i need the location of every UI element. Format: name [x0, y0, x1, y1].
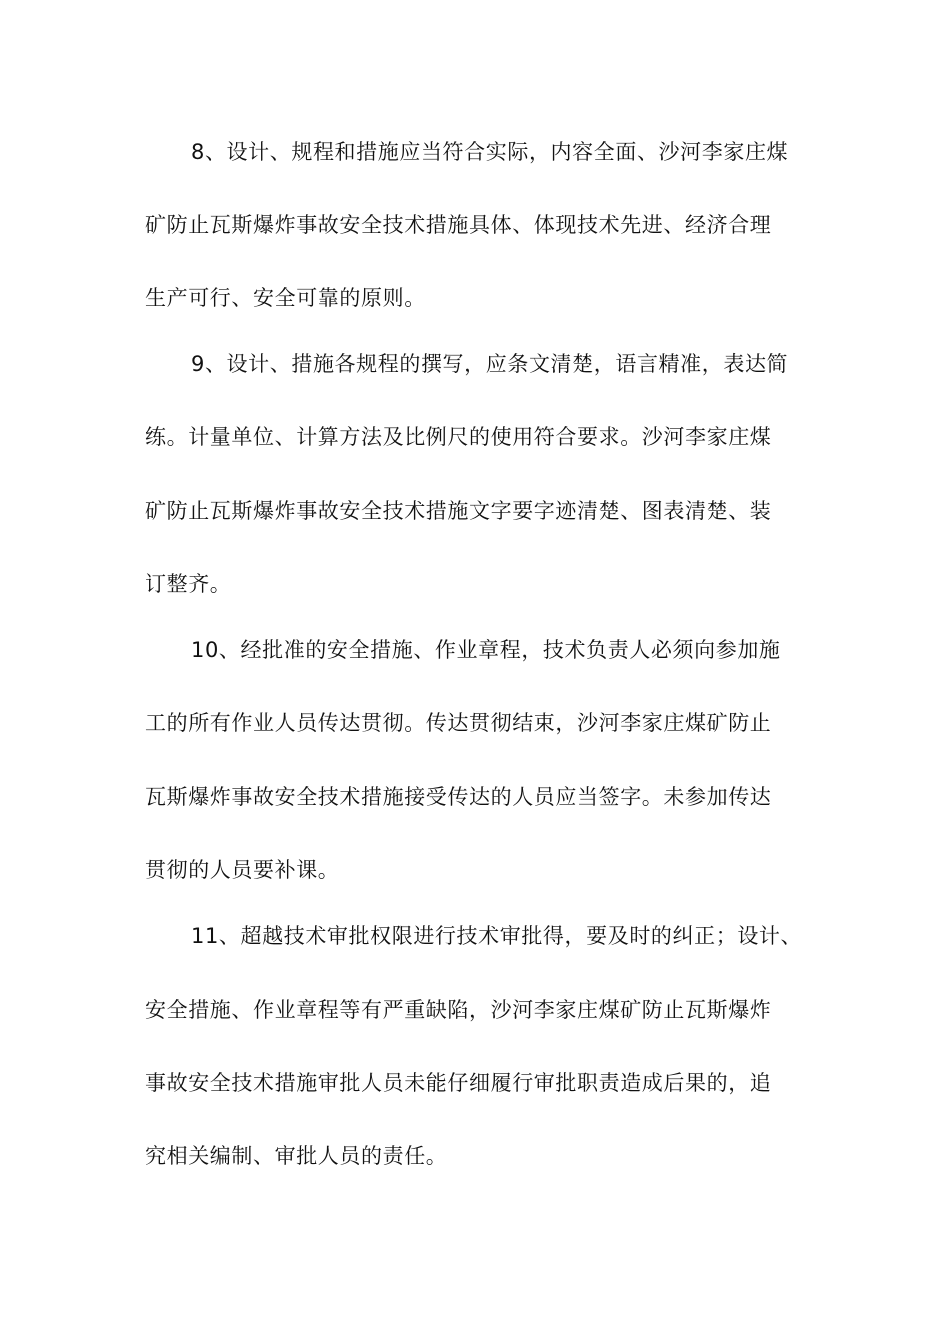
paragraph-8-line-2: 矿防止瓦斯爆炸事故安全技术措施具体、体现技术先进、经济合理	[145, 213, 772, 237]
paragraph-8-line-3: 生产可行、安全可靠的原则。	[145, 286, 426, 310]
paragraph-11-line-2: 安全措施、作业章程等有严重缺陷，沙河李家庄煤矿防止瓦斯爆炸	[145, 998, 772, 1022]
paragraph-10-line-3: 瓦斯爆炸事故安全技术措施接受传达的人员应当签字。未参加传达	[145, 785, 772, 809]
paragraph-10-line-2: 工的所有作业人员传达贯彻。传达贯彻结束，沙河李家庄煤矿防止	[145, 711, 772, 735]
paragraph-11-line-1: 11、超越技术审批权限进行技术审批得，要及时的纠正；设计、	[191, 924, 803, 948]
paragraph-9-line-1: 9、设计、措施各规程的撰写，应条文清楚，语言精准，表达简	[191, 352, 789, 376]
paragraph-10-line-1: 10、经批准的安全措施、作业章程，技术负责人必须向参加施	[191, 638, 781, 662]
paragraph-9-line-4: 订整齐。	[145, 572, 232, 596]
paragraph-8-line-1: 8、设计、规程和措施应当符合实际，内容全面、沙河李家庄煤	[191, 140, 789, 164]
paragraph-10-line-4: 贯彻的人员要补课。	[145, 858, 340, 882]
paragraph-11-line-4: 究相关编制、审批人员的责任。	[145, 1144, 448, 1168]
paragraph-11-line-3: 事故安全技术措施审批人员未能仔细履行审批职责造成后果的，追	[145, 1071, 772, 1095]
paragraph-9-line-2: 练。计量单位、计算方法及比例尺的使用符合要求。沙河李家庄煤	[145, 425, 772, 449]
paragraph-9-line-3: 矿防止瓦斯爆炸事故安全技术措施文字要字迹清楚、图表清楚、装	[145, 499, 772, 523]
